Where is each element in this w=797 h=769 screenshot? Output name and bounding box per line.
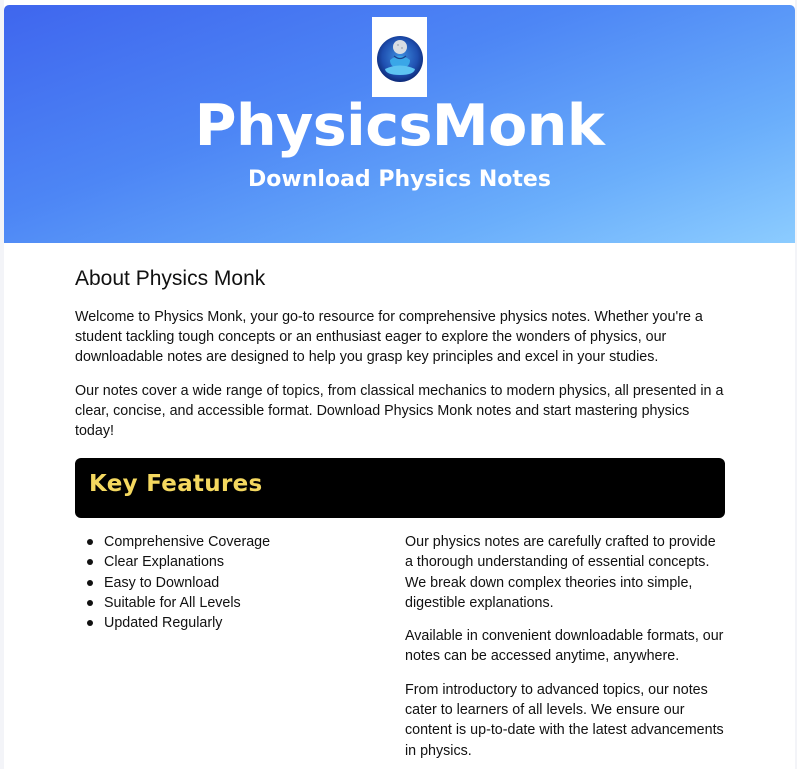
- features-list-column: [75, 532, 405, 769]
- hero-header: [4, 5, 795, 243]
- list-item: Easy to Download: [104, 573, 405, 593]
- about-paragraph-1: Welcome to Physics Monk, your go-to resource for comprehensive physics notes. Whether you're a student tackling tough concepts or an enthusiast eager to explore the wonders of physics, our downloadable notes are designed to help you grasp key principles and excel in your studies.: [75, 309, 703, 365]
- about-paragraph-2: Our notes cover a wide range of topics, from classical mechanics to modern physics, all presented in a clear, concise, and accessible format. Download Physics Monk notes and start mastering physics today!: [75, 383, 724, 439]
- key-features-banner: [75, 458, 725, 518]
- features-description-column: [405, 532, 725, 769]
- list-item: Suitable for All Levels: [104, 593, 405, 613]
- meditating-monk-logo-icon: [376, 26, 424, 88]
- feature-description-3: From introductory to advanced topics, our notes cater to learners of all levels. We ensure our content is up-to-date with the latest advancements in physics.: [405, 681, 724, 759]
- page: [4, 0, 795, 769]
- list-item: Updated Regularly: [104, 613, 405, 633]
- feature-list: [75, 532, 405, 633]
- key-features-title: Key Features: [89, 471, 263, 497]
- list-item: Clear Explanations: [104, 552, 405, 572]
- feature-description-2: Available in convenient downloadable formats, our notes can be accessed anytime, anywhere.: [405, 628, 724, 665]
- logo: [372, 17, 427, 97]
- main-content: [75, 243, 725, 769]
- feature-description-1: Our physics notes are carefully crafted to provide a thorough understanding of essential concepts. We break down complex theories into simple, digestible explanations.: [405, 534, 716, 611]
- about-heading: About Physics Monk: [75, 267, 266, 290]
- site-title: PhysicsMonk: [194, 93, 605, 159]
- features-columns: [75, 532, 725, 769]
- list-item: Comprehensive Coverage: [104, 532, 405, 552]
- site-subtitle: Download Physics Notes: [248, 167, 551, 192]
